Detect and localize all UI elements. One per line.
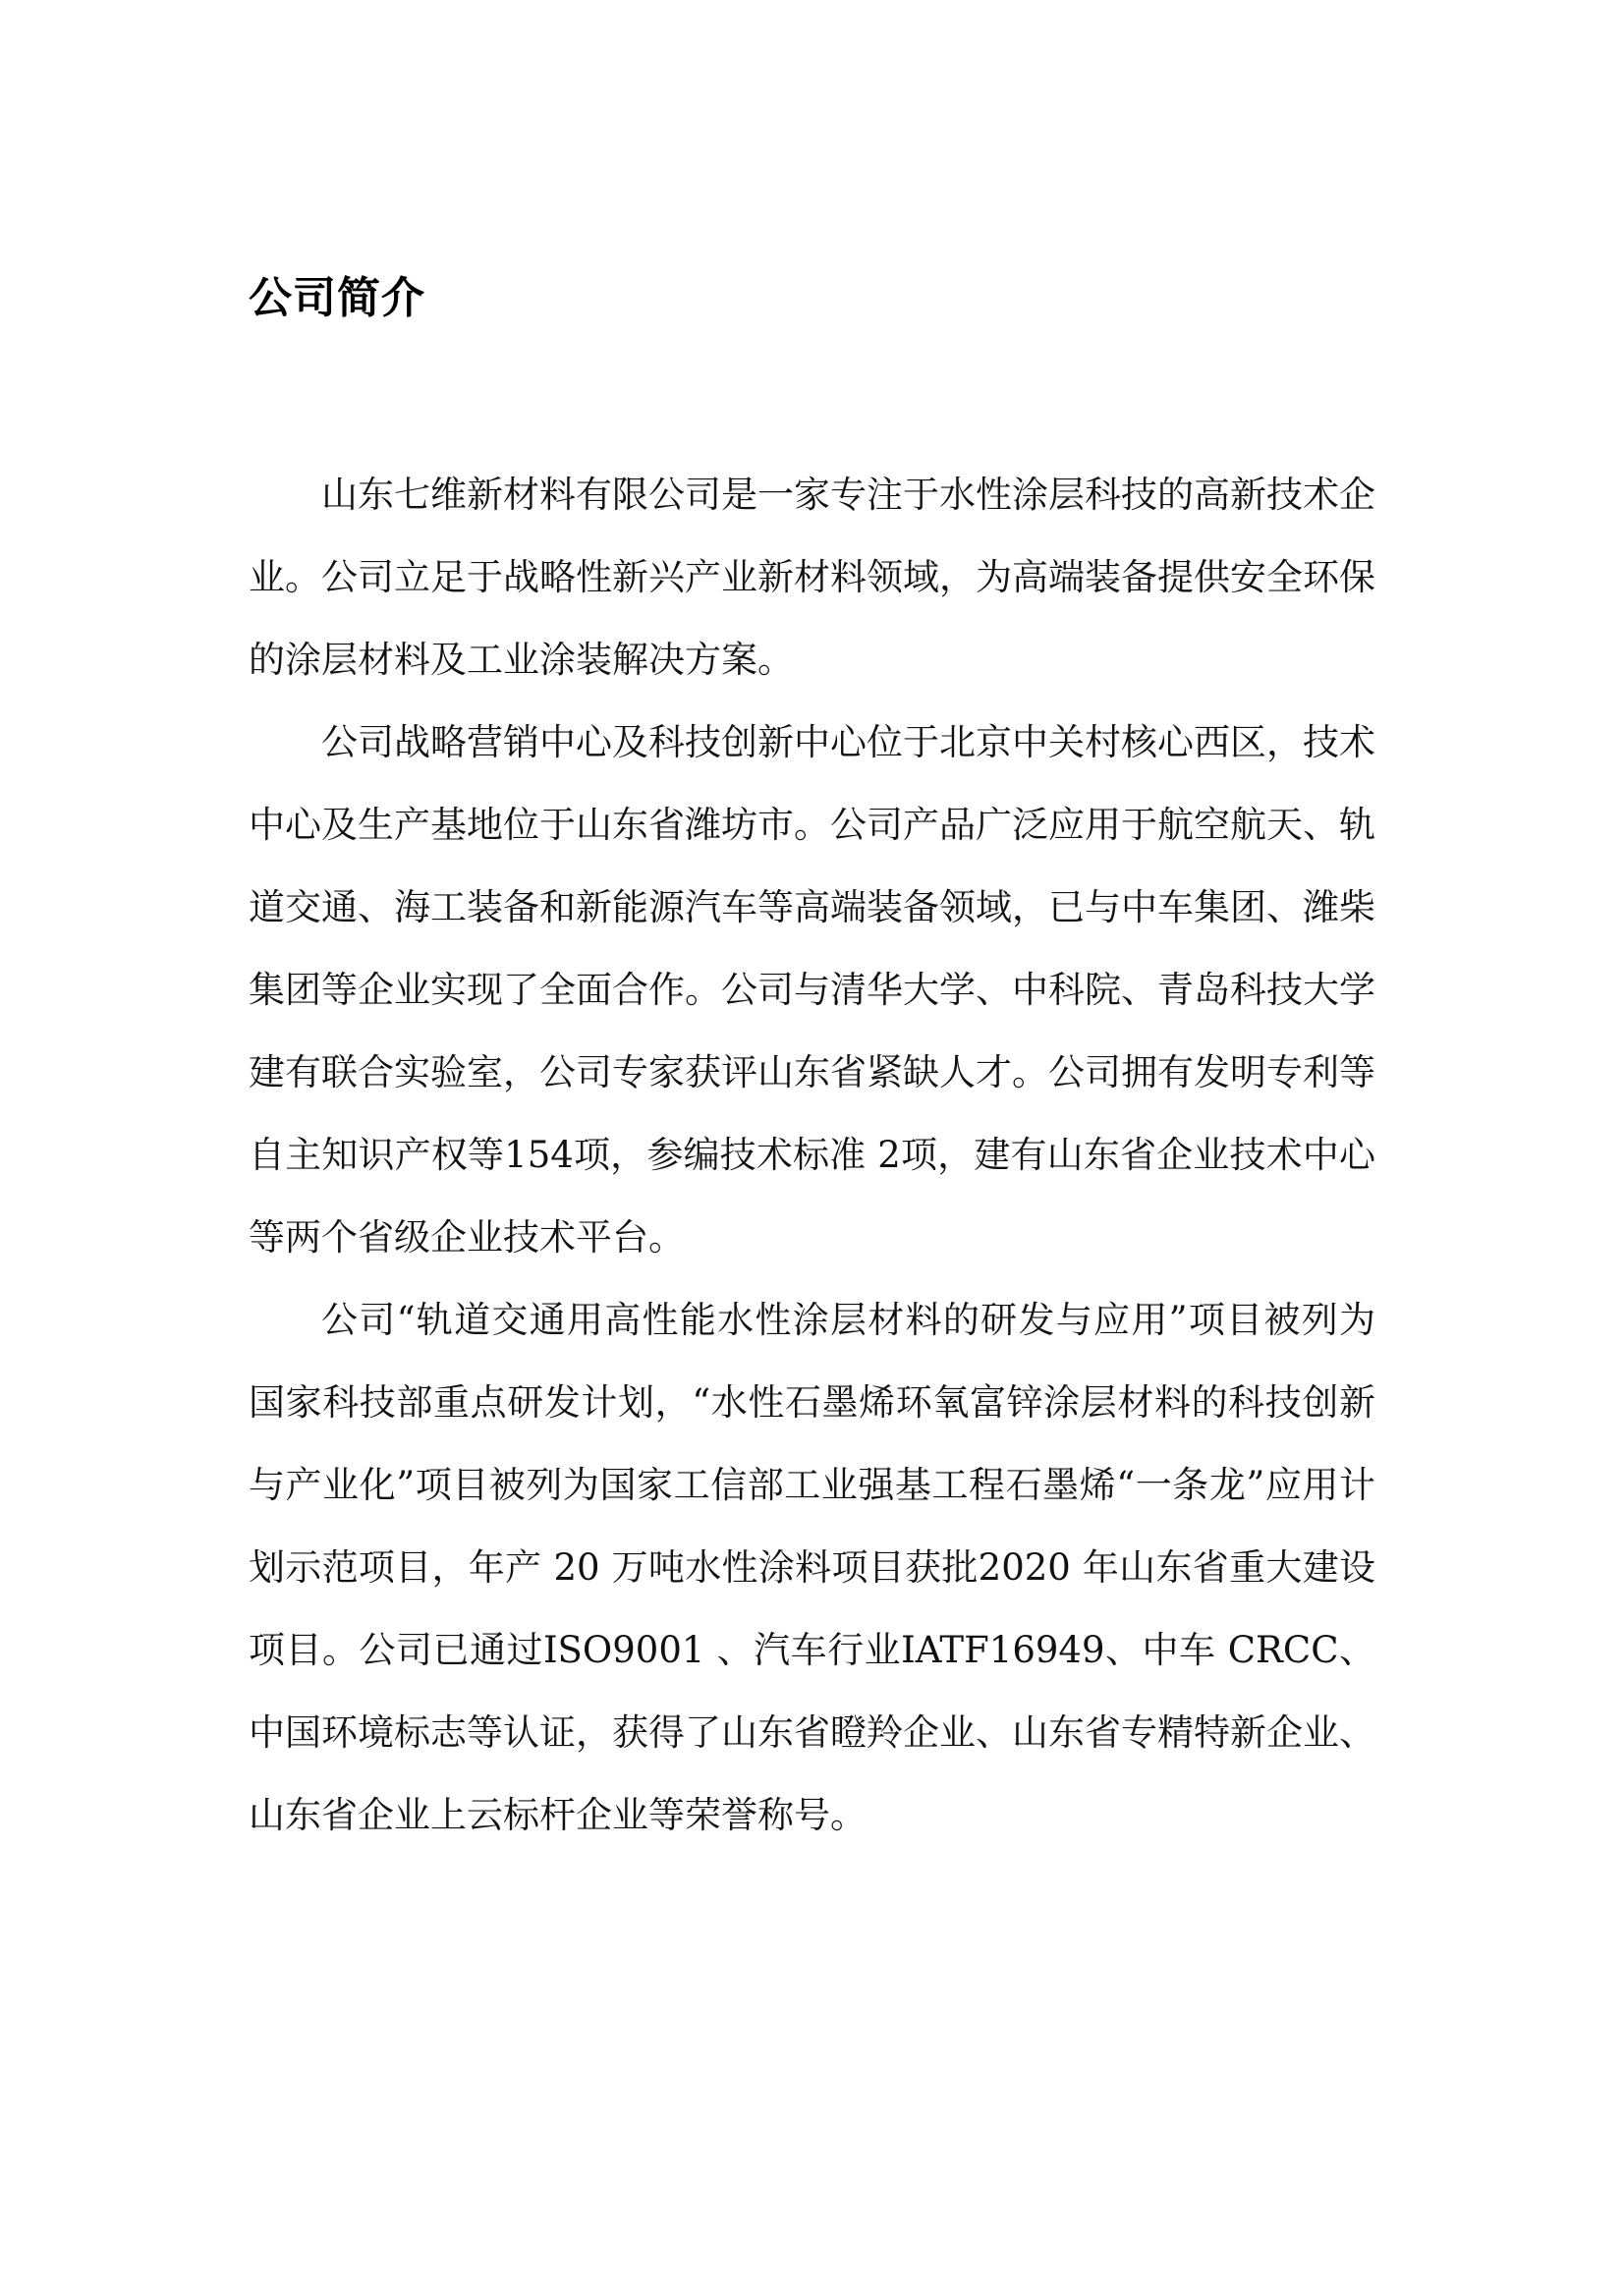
paragraph-company-overview: 山东七维新材料有限公司是一家专注于水性涂层科技的高新技术企业。公司立足于战略性新兴产业新材料领域，为高端装备提供安全环保的涂层材料及工业涂装解决方案。 — [249, 474, 1375, 681]
document-title: 公司简介 — [249, 273, 425, 323]
paragraph-locations-and-partners: 公司战略营销中心及科技创新中心位于北京中关村核心西区，技术中心及生产基地位于山东省潍坊市。公司产品广泛应用于航空航天、轨道交通、海工装备和新能源汽车等高端装备领域，已与中车集团、潍柴集团等企业实现了全面合作。公司与清华大学、中科院、青岛科技大学建有联合实验室，公司专家获评山东省紧缺人才。公司拥有发明专利等自主知识产权等154项，参编技术标准 2项，建有山东省企业技术中心等两个省级企业技术平台。 — [249, 721, 1375, 1259]
paragraph-projects-and-certifications: 公司“轨道交通用高性能水性涂层材料的研发与应用”项目被列为国家科技部重点研发计划，“水性石墨烯环氧富锌涂层材料的科技创新与产业化”项目被列为国家工信部工业强基工程石墨烯“一条龙”应用计划示范项目，年产 20 万吨水性涂料项目获批2020 年山东省重大建设项目。公司已通过ISO9001 、汽车行业IATF16949、中车 CRCC、中国环境标志等认证，获得了山东省瞪羚企业、山东省专精特新企业、山东省企业上云标杆企业等荣誉称号。 — [249, 1299, 1375, 1836]
document-body — [249, 454, 1375, 1857]
